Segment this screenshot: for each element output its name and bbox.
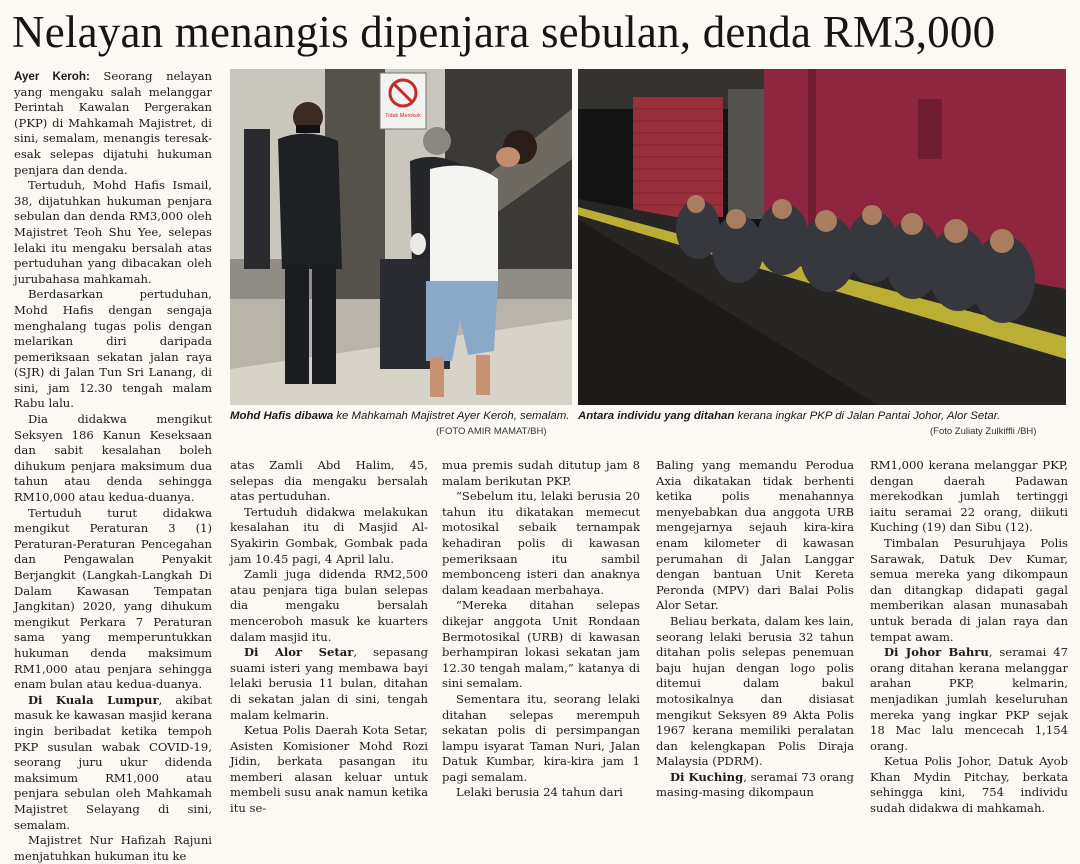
paragraph-text: , seramai 47 orang ditahan kerana melanggar arahan PKP, kelmarin, menjadikan jumlah keseluruhan mereka yang ingkar PKP sejak 18 Mac lalu mencecah 1,154 orang. <box>870 645 1068 753</box>
paragraph: Baling yang memandu Perodua Axia dikatakan tidak berhenti ketika polis menahannya menyebabkan dua anggota URB mengejarnya sejauh kira-kira enam kilometer di kawasan perumahan di Jalan Langgar dengan bantuan Unit Kereta Peronda (MPV) dari Balai Polis Alor Setar. <box>656 458 854 613</box>
caption-bold: Mohd Hafis dibawa <box>230 410 334 422</box>
lead-paragraph <box>14 69 212 178</box>
caption-bold: Antara individu yang ditahan <box>578 410 735 422</box>
paragraph <box>870 645 1068 754</box>
photo-escort-image <box>230 69 572 405</box>
caption-text: ke Mahkamah Majistret Ayer Keroh, semalam. <box>336 410 570 422</box>
place-name: Di Kuching <box>670 769 744 784</box>
paragraph-text: , akibat masuk ke kawasan masjid kerana ingin beribadat ketika tempoh PKP susulan wabak COVID-19, seorang juru ukur didenda maksimum RM1,000 atau penjara sebulan oleh Mahkamah Majistret Selayang di sini, semalam. <box>14 692 212 832</box>
paragraph-text: , seramai 73 orang masing-masing dikompaun <box>656 769 854 800</box>
paragraph: Beliau berkata, dalam kes lain, seorang lelaki berusia 32 tahun ditahan polis selepas penemuan baju hujan dengan logo polis ditemui dalam bakul motosikalnya dan disiasat mengikut Seksyen 89 Akta Polis 1967 kerana memiliki peralatan dan kelengkapan Polis Diraja Malaysia (PDRM). <box>656 613 854 769</box>
place-name: Di Alor Setar <box>244 645 354 660</box>
place-name: Di Johor Bahru <box>884 645 989 660</box>
paragraph: Dia didakwa mengikut Seksyen 186 Kanun Keseksaan dan sabit kesalahan boleh dihukum penjara maksimum dua tahun atau denda sehingga RM10,000 atau kedua-duanya. <box>14 412 212 505</box>
photo-detainees <box>578 69 1066 405</box>
paragraph: mua premis sudah ditutup jam 8 malam berikutan PKP. <box>442 458 640 488</box>
photo-escort <box>230 69 572 405</box>
paragraph: Majistret Nur Hafizah Rajuni menjatuhkan hukuman itu ke <box>14 833 212 863</box>
photo-detainees-credit: (Foto Zuliaty Zulkiffli /BH) <box>930 426 1037 437</box>
article-column-2 <box>230 458 429 816</box>
paragraph: Zamli juga didenda RM2,500 atau penjara tiga bulan selepas dia mengaku bersalah menceroboh masuk ke kuarters dalam masjid itu. <box>230 567 428 644</box>
paragraph-text: , sepasang suami isteri yang membawa bayi lelaki berusia 11 bulan, ditahan di sekatan jalan di sini, tengah malam kelmarin. <box>230 645 429 722</box>
paragraph: Tertuduh, Mohd Hafis Ismail, 38, dijatuhkan hukuman penjara sebulan dan denda RM3,000 oleh Majistret Teoh Shu Yee, selepas lelaki itu mengaku bersalah atas pertuduhan yang dibacakan oleh jurubahasa mahkamah. <box>14 178 212 286</box>
photo-escort-credit: (FOTO AMIR MAMAT/BH) <box>436 426 547 437</box>
photo-escort-caption <box>230 410 572 424</box>
paragraph: “Sebelum itu, lelaki berusia 20 tahun itu dikatakan memecut motosikal sebaik ternampak kehadiran polis di kawasan pemeriksaan itu sambil membonceng isteri dan anaknya dalam keadaan merbahaya. <box>442 489 640 597</box>
photo-detainees-image <box>578 69 1066 405</box>
article-column-5 <box>870 458 1068 816</box>
paragraph: Ketua Polis Daerah Kota Setar, Asisten Komisioner Mohd Rozi Jidin, berkata pasangan itu memberi alasan keluar untuk membeli susu anak namun ketika itu se- <box>230 723 428 816</box>
paragraph <box>656 770 854 801</box>
paragraph: Tertuduh turut didakwa mengikut Peraturan 3 (1) Peraturan-Peraturan Pencegahan dan Pengawalan Penyakit Berjangkit (Langkah-Langkah Di Dalam Kawasan Tempatan Jangkitan) 2020, yang dihukum mengikut Perkara 7 Peraturan sama yang memperuntukkan hukuman denda maksimum RM1,000 atau penjara sehingga enam bulan atau kedua-duanya. <box>14 505 212 692</box>
dateline: Ayer Keroh: <box>14 70 90 83</box>
paragraph: Lelaki berusia 24 tahun dari <box>456 785 623 800</box>
paragraph <box>230 645 428 723</box>
paragraph: “Mereka ditahan selepas dikejar anggota Unit Rondaan Bermotosikal (URB) di kawasan berhampiran lokasi sekatan jam 12.30 tengah malam,” katanya di sini semalam. <box>442 598 640 691</box>
paragraph: Berdasarkan pertuduhan, Mohd Hafis dengan sengaja menghalang tugas polis dengan melarikan diri daripada pemeriksaan sekatan jalan raya (SJR) di Jalan Tun Sri Lanang, di sini, jam 12.30 tengah malam Rabu lalu. <box>14 287 212 411</box>
article-column-1 <box>14 69 212 863</box>
paragraph <box>14 693 212 833</box>
paragraph: atas Zamli Abd Halim, 45, selepas dia mengaku bersalah atas pertuduhan. <box>230 458 428 504</box>
paragraph: Sementara itu, seorang lelaki ditahan selepas merempuh sekatan polis di persimpangan lampu isyarat Taman Nuri, Jalan Datuk Kumbar, kira-kira jam 1 pagi semalam. <box>442 691 640 784</box>
paragraph: Ketua Polis Johor, Datuk Ayob Khan Mydin Pitchay, berkata sehingga kini, 754 individu sudah didakwa di mahkamah. <box>870 754 1068 816</box>
headline: Nelayan menangis dipenjara sebulan, denda RM3,000 <box>12 7 996 57</box>
caption-text: kerana ingkar PKP di Jalan Pantai Johor, Alor Setar. <box>737 410 1001 422</box>
no-smoking-sign-text: Tidak Merokok <box>385 113 421 119</box>
place-name: Di Kuala Lumpur <box>28 692 159 707</box>
paragraph: Tertuduh didakwa melakukan kesalahan itu di Masjid Al-Syakirin Gombak, Gombak pada jam 10.45 pagi, 4 April lalu. <box>230 504 428 566</box>
lead-text: Seorang nelayan yang mengaku salah melanggar Perintah Kawalan Pergerakan (PKP) di Mahkamah Majistret, di sini, semalam, menangis teresak-esak selepas dijatuhi hukuman penjara dan denda. <box>14 69 212 177</box>
photo-detainees-caption <box>578 410 1066 424</box>
article-column-4 <box>656 458 854 800</box>
paragraph: Timbalan Pesuruhjaya Polis Sarawak, Datuk Dev Kumar, semua mereka yang dikompaun dan ditangkap didapati gagal memberikan alasan munasabah untuk berada di jalan raya dan tempat awam. <box>870 535 1068 644</box>
article-column-3 <box>442 458 640 800</box>
paragraph: RM1,000 kerana melanggar PKP, dengan daerah Padawan merekodkan jumlah tertinggi iaitu seramai 22 orang, diikuti Kuching (19) dan Sibu (12). <box>870 458 1068 535</box>
